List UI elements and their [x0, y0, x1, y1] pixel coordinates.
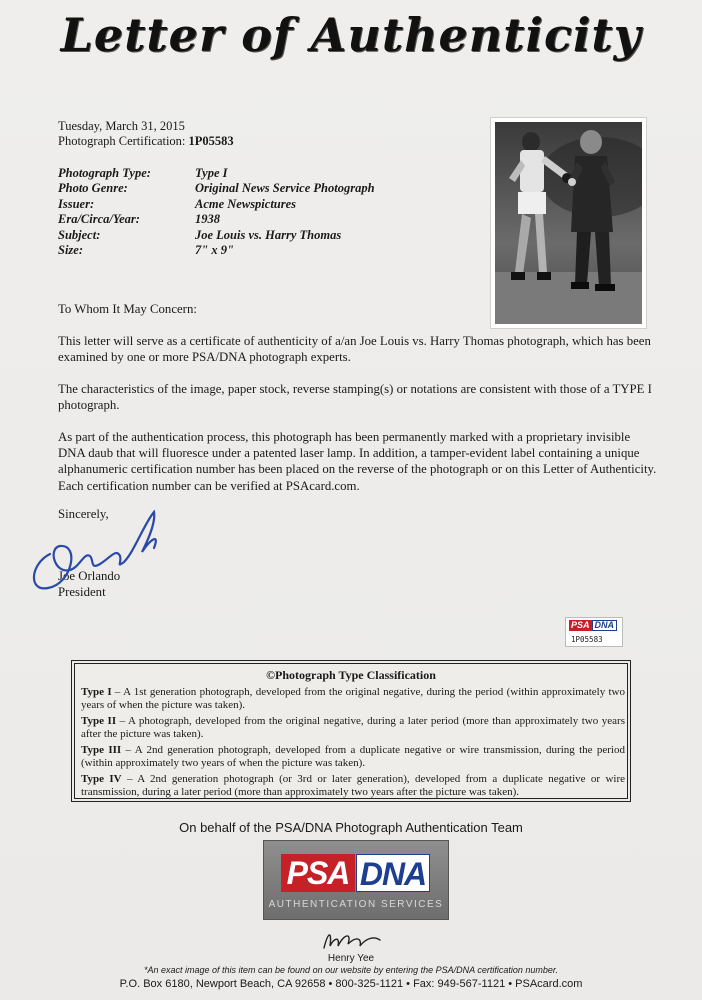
paragraph-3: As part of the authentication process, this photograph has been permanently marked with a proprietary invisible DNA daub that will fluoresce under a patented laser lamp. In addition, a tamper-evident label containing a unique alphanumeric certification number has been placed on the reverse of the photograph or on this Letter of Authenticity. Each certification number can be verified at PSAcard.com.	[58, 430, 657, 493]
letter-title: Letter of Authenticity	[60, 8, 642, 62]
sticker-logo: PSA DNA	[569, 620, 617, 631]
henry-yee-signature	[318, 926, 388, 954]
photo-image	[495, 122, 642, 324]
team-signer-name: Henry Yee	[327, 953, 375, 964]
classification-title: ©Photograph Type Classification	[266, 668, 436, 682]
detail-row: Photograph Type: Type I	[58, 166, 228, 180]
header-info	[58, 119, 234, 149]
type-definition: Type I – A 1st generation photograph, developed from the original negative, during the period (within approximately two years of when the picture was taken).	[81, 686, 625, 711]
type-definition: Type IV – A 2nd generation photograph (or 3rd or later generation), developed from a duplicate negative or wire transmission, during a later period (more than approximately two years after the picture was taken).	[81, 773, 625, 798]
salutation: To Whom It May Concern:	[58, 302, 197, 316]
contact-footer: P.O. Box 6180, Newport Beach, CA 92658 • 800-325-1121 • Fax: 949-567-1121 • PSAcard.com	[119, 978, 583, 990]
letter-date: Tuesday, March 31, 2015	[58, 119, 185, 133]
behalf-line: On behalf of the PSA/DNA Photograph Authentication Team	[179, 820, 523, 835]
paragraph-1: This letter will serve as a certificate of authenticity of a/an Joe Louis vs. Harry Thomas photograph, which has been examined by one or more PSA/DNA photograph experts.	[58, 334, 651, 365]
detail-row: Photo Genre: Original News Service Photograph	[58, 181, 375, 196]
footnote: *An exact image of this item can be found on our website by entering the PSA/DNA certification number.	[143, 965, 559, 975]
photo-details	[58, 166, 375, 258]
cert-number: 1P05583	[188, 134, 234, 148]
classification-box	[71, 660, 631, 802]
detail-row: Era/Circa/Year: 1938	[58, 212, 220, 227]
boxing-photograph	[490, 117, 647, 329]
detail-row: Issuer: Acme Newspictures	[58, 196, 297, 211]
signer-name: Joe Orlando	[58, 569, 121, 583]
psa-dna-sticker	[565, 617, 623, 647]
sticker-number: 1P05583	[571, 635, 603, 644]
type-definition: Type III – A 2nd generation photograph, developed from a duplicate negative or wire transmission, during the period (within approximately two years of when the picture was taken).	[81, 744, 625, 769]
paragraph-2: The characteristics of the image, paper stock, reverse stamping(s) or notations are consistent with those of a TYPE I photograph.	[58, 382, 652, 413]
certification-line	[58, 134, 234, 149]
closing: Sincerely,	[58, 507, 109, 521]
type-definition: Type II – A photograph, developed from the original negative, during a later period (more than approximately two years after the picture was taken).	[81, 715, 625, 740]
psa-dna-logo: PSA DNA AUTHENTICATION SERVICES	[263, 840, 449, 920]
signer-title: President	[58, 585, 106, 599]
cert-label: Photograph Certification:	[58, 134, 186, 148]
detail-row: Size: 7" x 9"	[58, 243, 234, 258]
detail-row: Subject: Joe Louis vs. Harry Thomas	[58, 227, 342, 242]
handwritten-signature	[20, 504, 170, 594]
